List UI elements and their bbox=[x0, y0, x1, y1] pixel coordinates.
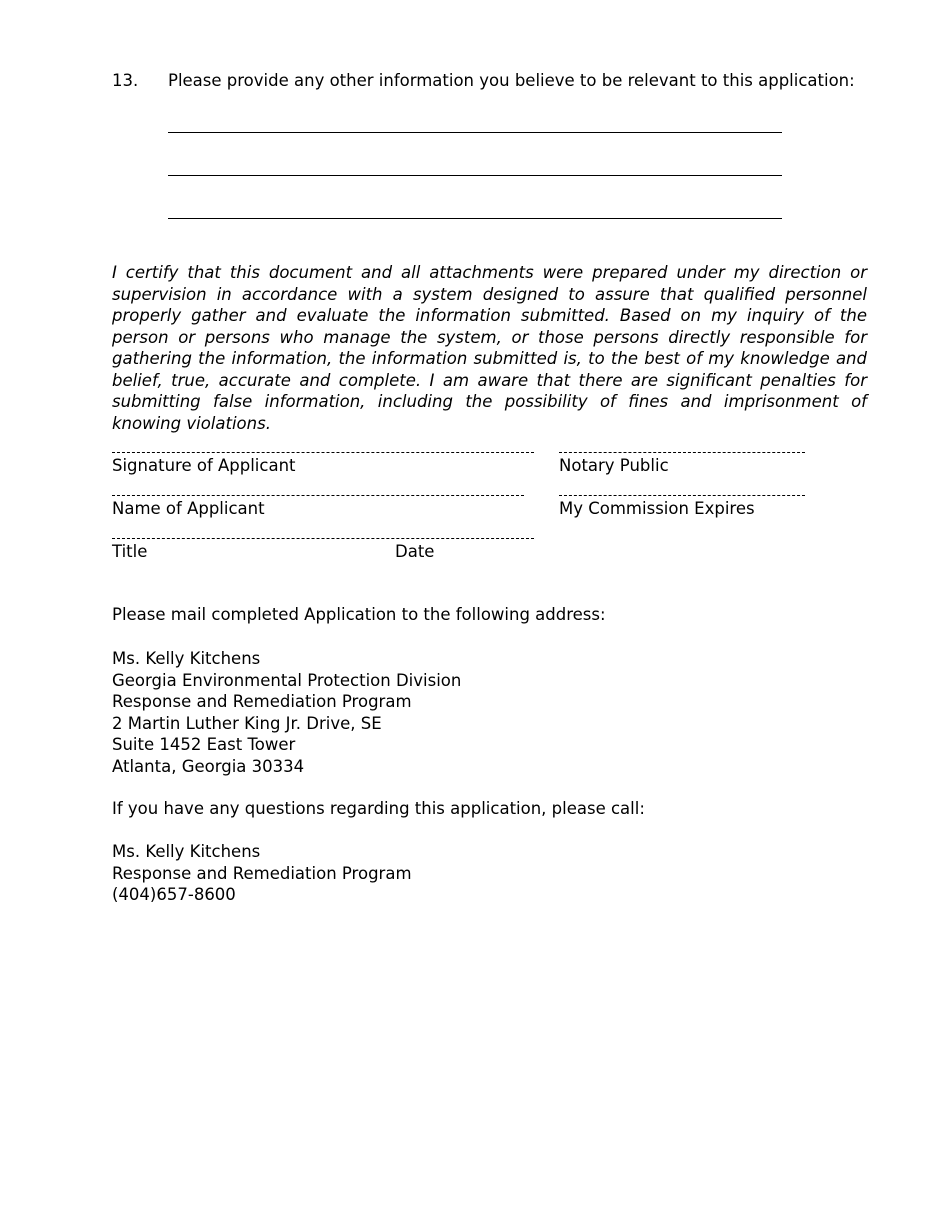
address-line: Atlanta, Georgia 30334 bbox=[112, 756, 305, 776]
notary-label: Notary Public bbox=[559, 456, 669, 475]
address-line: Georgia Environmental Protection Division bbox=[112, 670, 462, 690]
commission-label: My Commission Expires bbox=[559, 499, 755, 518]
question-number: 13. bbox=[112, 71, 139, 90]
contact-line: Response and Remediation Program bbox=[112, 863, 412, 883]
address-line: 2 Martin Luther King Jr. Drive, SE bbox=[112, 713, 382, 733]
signature-line[interactable] bbox=[112, 452, 534, 453]
name-label: Name of Applicant bbox=[112, 499, 265, 518]
contact-phone: (404)657-8600 bbox=[112, 885, 236, 904]
notary-line[interactable] bbox=[559, 452, 805, 453]
mail-instruction: Please mail completed Application to the following address: bbox=[112, 605, 606, 624]
address-line: Ms. Kelly Kitchens bbox=[112, 649, 261, 668]
commission-line[interactable] bbox=[559, 495, 805, 496]
address-line: Suite 1452 East Tower bbox=[112, 735, 296, 754]
certification-statement: I certify that this document and all attachments were prepared under my direction or supervision in accordance with a system designed to assure that qualified personnel properly gather and evaluate the information submitted. Based on my inquiry of the person or persons who manage the system, or those persons directly responsible for gathering the information, the information submitted is, to the best of my knowledge and belief, true, accurate and complete. I am aware that there are significant penalties for submitting false information, including the possibility of fines and imprisonment of knowing violations. bbox=[112, 263, 867, 433]
address-line: Response and Remediation Program bbox=[112, 692, 412, 711]
answer-line-3[interactable] bbox=[168, 218, 782, 219]
mailing-address bbox=[112, 648, 461, 777]
title-date-line[interactable] bbox=[112, 538, 534, 539]
answer-line-2[interactable] bbox=[168, 175, 782, 176]
contact-info bbox=[112, 841, 412, 906]
date-label: Date bbox=[395, 542, 435, 561]
name-line[interactable] bbox=[112, 495, 524, 496]
question-prompt: Please provide any other information you believe to be relevant to this application: bbox=[168, 71, 855, 90]
answer-line-1[interactable] bbox=[168, 132, 782, 133]
contact-line: Ms. Kelly Kitchens bbox=[112, 842, 261, 861]
title-label: Title bbox=[112, 542, 148, 561]
contact-instruction: If you have any questions regarding this application, please call: bbox=[112, 799, 645, 818]
signature-label: Signature of Applicant bbox=[112, 456, 296, 475]
